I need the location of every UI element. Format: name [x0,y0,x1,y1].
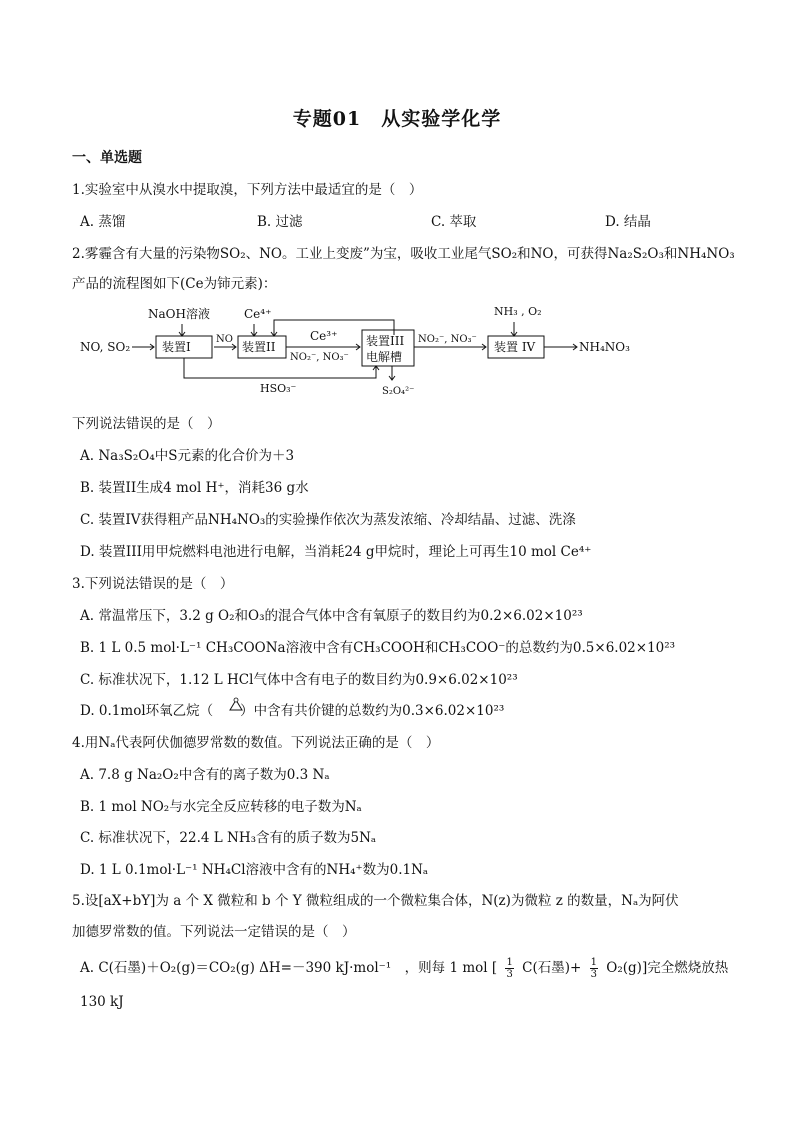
q1-option-b: B. 过滤 [257,214,303,230]
q4-option-d: D. 1 L 0.1mol·L⁻¹ NH₄Cl溶液中含有的NH₄⁺数为0.1Nₐ [80,862,429,878]
q2-option-d: D. 装置III用甲烷燃料电池进行电解，当消耗24 g甲烷时，理论上可再生10 mol Ce⁴⁺ [80,544,592,560]
flow-ions-right: NO₂⁻, NO₃⁻ [418,334,477,345]
flow-diagram [74,300,644,404]
fraction-numerator: 1 [506,957,513,968]
q2-stem-line2: 产品的流程图如下(Ce为铈元素)： [72,276,277,292]
flow-ions-mid: NO₂⁻, NO₃⁻ [290,352,349,363]
flow-no-label: NO [216,334,233,345]
section-heading: 一、单选题 [72,150,142,166]
q2-ask: 下列说法错误的是（ ） [72,416,221,432]
q2-stem-line1: 2.雾霾含有大量的污染物SO₂、NO。工业上变废”为宝，吸收工业尾气SO₂和NO，可获得Na₂S₂O₃和NH₄NO₃ [72,246,735,262]
flow-device-2: 装置II [242,340,276,354]
q3-stem: 3.下列说法错误的是（ ） [72,576,234,592]
fraction-denominator: 3 [506,969,513,980]
fraction-one-third [505,957,513,980]
page-title: 专题01 从实验学化学 [292,108,502,130]
epoxide-structure-icon [226,697,246,713]
q3-option-d: D. 0.1mol环氧乙烷（ ）中含有共价键的总数约为0.3×6.02×10²³ [80,703,505,719]
q5-option-a-line2: 130 kJ [80,994,124,1010]
flow-naoh: NaOH溶液 [148,307,210,321]
q2-option-a: A. Na₃S₂O₄中S元素的化合价为＋3 [80,448,295,464]
flow-device-1: 装置I [162,340,191,354]
flow-device-4: 装置 IV [494,340,536,354]
q4-option-b: B. 1 mol NO₂与水完全反应转移的电子数为Nₐ [80,799,362,815]
flow-s2o4: S₂O₄²⁻ [382,386,415,397]
q5-option-a-part2: C(石墨)+ [522,960,582,976]
q5-option-a-part3: O₂(g)]完全燃烧放热 [606,960,729,976]
q5-stem-line2: 加德罗常数的值。下列说法一定错误的是（ ） [72,924,356,940]
q1-option-c: C. 萃取 [431,214,477,230]
q3-option-b: B. 1 L 0.5 mol·L⁻¹ CH₃COONa溶液中含有CH₃COOH和CH₃COO⁻的总数约为0.5×6.02×10²³ [80,640,676,656]
q3-option-c: C. 标准状况下，1.12 L HCl气体中含有电子的数目约为0.9×6.02×10²³ [80,672,518,688]
q2-option-c: C. 装置IV获得粗产品NH₄NO₃的实验操作依次为蒸发浓缩、冷却结晶、过滤、洗涤 [80,512,576,528]
flow-ce4: Ce⁴⁺ [244,307,272,321]
fraction-numerator: 1 [590,957,597,968]
q1-stem: 1.实验室中从溴水中提取溴，下列方法中最适宜的是（ ） [72,182,423,198]
q3-option-a: A. 常温常压下，3.2 g O₂和O₃的混合气体中含有氧原子的数目约为0.2×6.02×10²³ [80,608,583,624]
q5-option-a-part1: A. C(石墨)＋O₂(g)＝CO₂(g) ΔH=－390 kJ·mol⁻¹ ，则每 1 mol [ [80,960,498,976]
fraction-denominator: 3 [590,969,597,980]
q4-option-a: A. 7.8 g Na₂O₂中含有的离子数为0.3 Nₐ [80,767,330,783]
q5-stem-line1: 5.设[aX+bY]为 a 个 X 微粒和 b 个 Y 微粒组成的一个微粒集合体，N(z)为微粒 z 的数量，Nₐ为阿伏 [72,893,679,909]
q5-option-a [80,956,728,980]
flow-device-3-sub: 电解槽 [366,350,403,364]
q1-option-a: A. 蒸馏 [80,214,126,230]
q1-option-d: D. 结晶 [605,214,651,230]
flow-ce3: Ce³⁺ [310,329,338,343]
fraction-one-third-2 [590,957,598,980]
flow-device-3: 装置III [366,334,405,348]
flow-input: NO, SO₂ [80,340,131,354]
q4-option-c: C. 标准状况下，22.4 L NH₃含有的质子数为5Nₐ [80,830,377,846]
q4-stem: 4.用Nₐ代表阿伏伽德罗常数的数值。下列说法正确的是（ ） [72,735,440,751]
flow-nh3: NH₃ , O₂ [494,305,542,318]
q2-option-b: B. 装置II生成4 mol H⁺，消耗36 g水 [80,480,309,496]
flow-output: NH₄NO₃ [579,340,630,354]
flow-hso3: HSO₃⁻ [260,382,297,395]
